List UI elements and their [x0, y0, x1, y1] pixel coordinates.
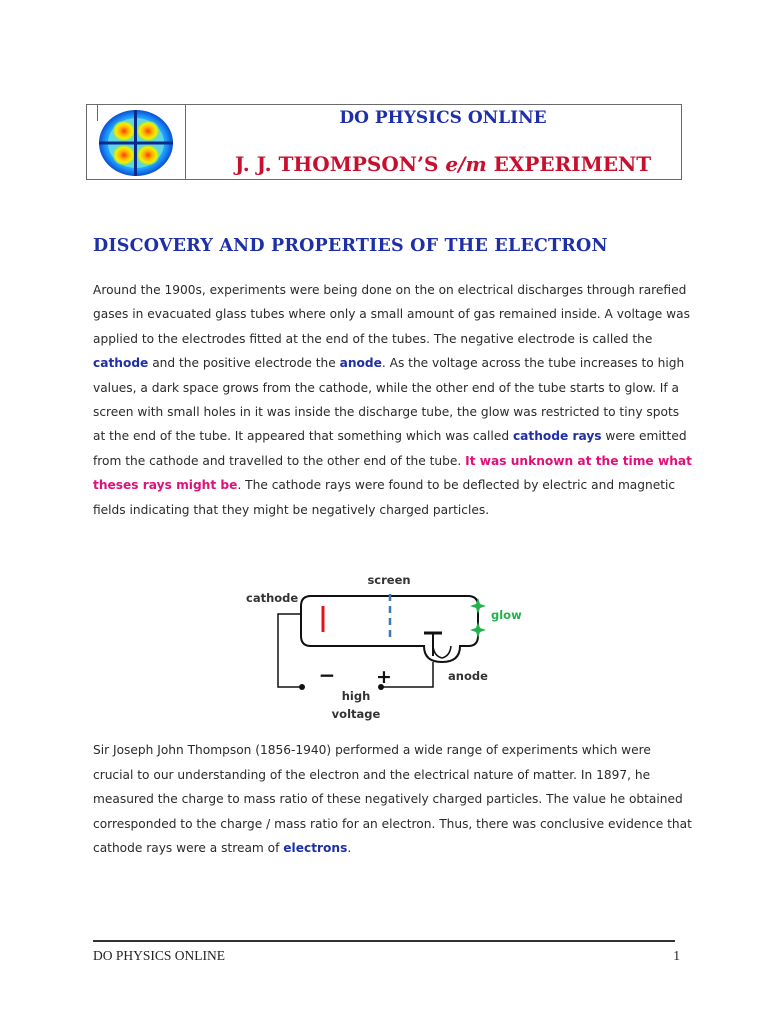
highlighted-term: anode [339, 356, 382, 371]
label-minus: − [318, 663, 336, 687]
label-anode: anode [448, 669, 488, 683]
paragraph-text-run: Around the 1900s, experiments were being done on the on electrical discharges through rarefied gases in evacuated glass tubes where only a small amount of gas remained inside. A voltage was applied to the electrodes fitted at the end of the tubes. The negative electrode is called the [93, 283, 690, 346]
paragraph-intro [93, 278, 693, 522]
label-screen: screen [367, 573, 411, 587]
page-number: 1 [673, 948, 680, 963]
label-cathode: cathode [246, 591, 299, 605]
label-glow: glow [491, 608, 522, 622]
anode-cup [433, 634, 451, 658]
paragraph-thompson [93, 738, 693, 861]
section-title: DISCOVERY AND PROPERTIES OF THE ELECTRON [93, 236, 608, 256]
minus-terminal [299, 684, 305, 690]
glow-star-top [470, 598, 486, 614]
interference-pattern-logo [96, 108, 176, 178]
paragraph-text-run: were emitted from the cathode and travelled to the other end of the tube. [93, 429, 687, 468]
footer-rule [93, 940, 675, 942]
paragraph-text-run: . The cathode rays were found to be deflected by electric and magnetic fields indicating that they might be negatively charged particles. [93, 478, 676, 517]
highlighted-term: cathode [93, 356, 149, 371]
header-experiment-title [205, 152, 681, 176]
highlighted-term: electrons [283, 841, 348, 855]
header-divider [185, 105, 186, 179]
label-plus: + [376, 666, 392, 688]
experiment-title-suffix: EXPERIMENT [486, 152, 652, 176]
paragraph-text-run: . As the voltage across the tube increases to high values, a dark space grows from the cathode, while the other end of the tube starts to glow. If a screen with small holes in it was inside the discharge tube, the glow was restricted to tiny spots at the end of the tube. It appeared that something which was called [93, 356, 685, 444]
paragraph-text-run: and the positive electrode the [148, 356, 340, 371]
discharge-tube-diagram [236, 566, 536, 726]
label-voltage: voltage [331, 707, 381, 721]
glow-star-bottom [470, 622, 486, 638]
paragraph-text-run: Sir Joseph John Thompson (1856-1940) performed a wide range of experiments which were crucial to our understanding of the electron and the electrical nature of matter. In 1897, he measured the charge to mass ratio of these negatively charged particles. The value he obtained corresponded to the charge / mass ratio for an electron. Thus, there was conclusive evidence that cathode rays were a stream of [93, 743, 692, 855]
highlighted-term: cathode rays [512, 429, 602, 444]
header-org-title: DO PHYSICS ONLINE [339, 108, 547, 128]
experiment-title-em: e/m [445, 152, 487, 176]
paragraph-text-run: . [347, 841, 352, 855]
cathode-wire [278, 614, 301, 687]
label-high: high [341, 689, 371, 703]
highlighted-term: It was unknown at the time what theses rays might be [93, 453, 692, 493]
tube-outline [301, 596, 478, 662]
experiment-title-prefix: J. J. THOMPSON’S [234, 152, 446, 176]
header-box [86, 104, 682, 180]
footer-title: DO PHYSICS ONLINE [93, 948, 226, 963]
